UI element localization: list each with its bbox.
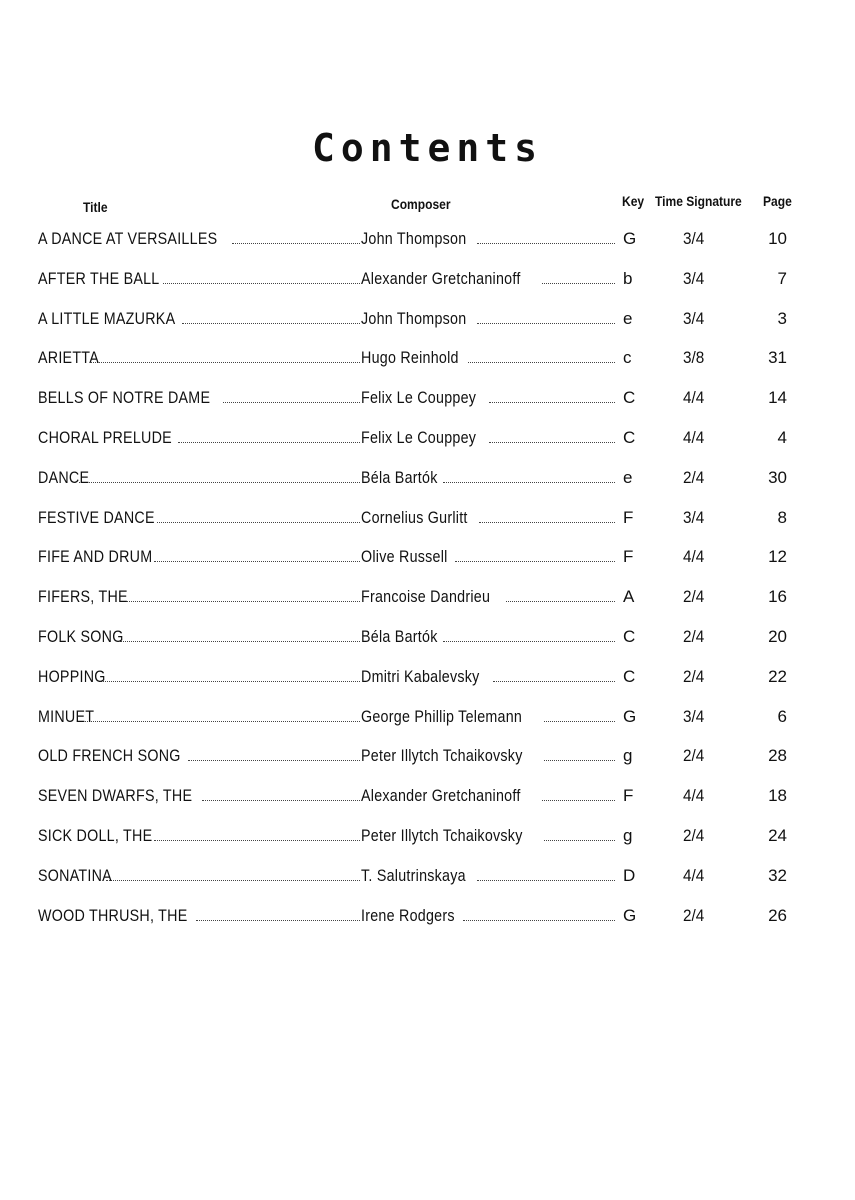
entry-key: g bbox=[623, 825, 633, 845]
dot-leader bbox=[506, 600, 615, 602]
column-header-page: Page bbox=[763, 193, 792, 209]
entry-composer-cell bbox=[361, 626, 615, 648]
entry-key: A bbox=[623, 587, 635, 607]
entry-composer-cell bbox=[361, 865, 615, 887]
entry-key: D bbox=[623, 865, 636, 885]
entry-title-cell bbox=[38, 905, 360, 927]
entry-title: CHORAL PRELUDE bbox=[38, 427, 172, 447]
dot-leader bbox=[223, 401, 360, 403]
entry-page-number: 8 bbox=[777, 507, 787, 527]
dot-leader bbox=[79, 481, 360, 483]
entry-page-number: 3 bbox=[777, 308, 787, 328]
entry-time-signature: 2/4 bbox=[683, 905, 705, 925]
dot-leader bbox=[489, 441, 615, 443]
entry-time-signature: 4/4 bbox=[683, 388, 705, 408]
entry-page-number: 4 bbox=[777, 427, 787, 447]
contents-entry bbox=[0, 341, 855, 381]
dot-leader bbox=[489, 401, 615, 403]
entry-title: SEVEN DWARFS, THE bbox=[38, 786, 193, 806]
contents-entry bbox=[0, 222, 855, 262]
dot-leader bbox=[463, 919, 615, 921]
dot-leader bbox=[493, 680, 615, 682]
entry-key: F bbox=[623, 786, 634, 806]
entry-composer: Felix Le Couppey bbox=[361, 388, 477, 408]
entry-composer-cell bbox=[361, 308, 615, 330]
entry-composer: Alexander Gretchaninoff bbox=[361, 268, 521, 288]
entry-title: WOOD THRUSH, THE bbox=[38, 905, 188, 925]
entry-key: C bbox=[623, 388, 636, 408]
entry-composer: T. Salutrinskaya bbox=[361, 865, 466, 885]
entry-composer: George Phillip Telemann bbox=[361, 706, 523, 726]
entry-composer-cell bbox=[361, 666, 615, 688]
entry-title: AFTER THE BALL bbox=[38, 268, 160, 288]
dot-leader bbox=[196, 919, 360, 921]
contents-entry bbox=[0, 262, 855, 302]
dot-leader bbox=[202, 799, 360, 801]
dot-leader bbox=[443, 481, 615, 483]
entry-title-cell bbox=[38, 706, 360, 728]
contents-entry bbox=[0, 461, 855, 501]
entry-composer-cell bbox=[361, 586, 615, 608]
entry-composer-cell bbox=[361, 427, 615, 449]
entry-page-number: 10 bbox=[768, 229, 787, 248]
entry-page-number: 22 bbox=[768, 666, 787, 686]
entry-key: g bbox=[623, 746, 633, 766]
dot-leader bbox=[91, 361, 360, 363]
dot-leader bbox=[154, 560, 360, 562]
entry-time-signature: 3/4 bbox=[683, 507, 705, 527]
entry-title: MINUET bbox=[38, 706, 95, 726]
dot-leader bbox=[163, 282, 360, 284]
contents-entry bbox=[0, 859, 855, 899]
entry-time-signature: 3/4 bbox=[683, 268, 705, 288]
entry-time-signature: 4/4 bbox=[683, 786, 705, 806]
entry-key: G bbox=[623, 229, 637, 248]
entry-title: ARIETTA bbox=[38, 348, 100, 368]
contents-entry bbox=[0, 381, 855, 421]
entry-composer: Irene Rodgers bbox=[361, 905, 455, 925]
entry-composer-cell bbox=[361, 706, 615, 728]
dot-leader bbox=[125, 600, 360, 602]
entry-time-signature: 2/4 bbox=[683, 467, 705, 487]
dot-leader bbox=[468, 361, 615, 363]
entry-composer: Francoise Dandrieu bbox=[361, 587, 491, 607]
entry-time-signature: 2/4 bbox=[683, 746, 705, 766]
dot-leader bbox=[99, 680, 360, 682]
entry-composer: Cornelius Gurlitt bbox=[361, 507, 468, 527]
contents-entry bbox=[0, 501, 855, 541]
entry-composer-cell bbox=[361, 785, 615, 807]
entry-page-number: 18 bbox=[768, 786, 787, 806]
entry-time-signature: 4/4 bbox=[683, 865, 705, 885]
entry-key: G bbox=[623, 905, 637, 925]
entry-page-number: 6 bbox=[777, 706, 787, 726]
entry-composer-cell bbox=[361, 546, 615, 568]
entry-title-cell bbox=[38, 228, 360, 250]
entry-time-signature: 2/4 bbox=[683, 626, 705, 646]
entry-page-number: 30 bbox=[768, 467, 787, 487]
entry-title: HOPPING bbox=[38, 666, 106, 686]
entry-title-cell bbox=[38, 347, 360, 369]
entry-title-cell bbox=[38, 308, 360, 330]
entry-title-cell bbox=[38, 825, 360, 847]
contents-entry bbox=[0, 660, 855, 700]
entry-time-signature: 3/4 bbox=[683, 706, 705, 726]
entry-title-cell bbox=[38, 546, 360, 568]
dot-leader bbox=[120, 640, 360, 642]
entry-key: C bbox=[623, 666, 636, 686]
contents-entry bbox=[0, 700, 855, 740]
entry-title-cell bbox=[38, 268, 360, 290]
dot-leader bbox=[106, 879, 360, 881]
contents-entry bbox=[0, 540, 855, 580]
entry-page-number: 12 bbox=[768, 547, 787, 567]
entry-composer: Alexander Gretchaninoff bbox=[361, 786, 521, 806]
entry-composer-cell bbox=[361, 347, 615, 369]
entry-composer: John Thompson bbox=[361, 308, 467, 328]
entry-key: C bbox=[623, 427, 636, 447]
dot-leader bbox=[544, 839, 615, 841]
column-header-composer: Composer bbox=[391, 196, 451, 212]
entry-time-signature: 3/4 bbox=[683, 229, 705, 248]
contents-entry bbox=[0, 620, 855, 660]
entry-key: F bbox=[623, 547, 634, 567]
entry-title-cell bbox=[38, 666, 360, 688]
entry-time-signature: 2/4 bbox=[683, 587, 705, 607]
entry-title: A DANCE AT VERSAILLES bbox=[38, 229, 218, 248]
entry-page-number: 14 bbox=[768, 388, 787, 408]
dot-leader bbox=[188, 759, 360, 761]
page-title: Contents bbox=[311, 126, 544, 170]
entry-title-cell bbox=[38, 507, 360, 529]
contents-entry bbox=[0, 819, 855, 859]
entry-composer-cell bbox=[361, 825, 615, 847]
entry-title-cell bbox=[38, 785, 360, 807]
entry-title: OLD FRENCH SONG bbox=[38, 746, 181, 766]
entry-composer: Hugo Reinhold bbox=[361, 348, 459, 368]
entry-composer-cell bbox=[361, 228, 615, 250]
entry-title-cell bbox=[38, 586, 360, 608]
dot-leader bbox=[178, 441, 360, 443]
dot-leader bbox=[455, 560, 615, 562]
entry-time-signature: 2/4 bbox=[683, 666, 705, 686]
contents-entry bbox=[0, 580, 855, 620]
dot-leader bbox=[182, 322, 360, 324]
dot-leader bbox=[479, 521, 615, 523]
entry-title-cell bbox=[38, 467, 360, 489]
entry-title-cell bbox=[38, 626, 360, 648]
dot-leader bbox=[232, 242, 360, 244]
column-header-title: Title bbox=[83, 199, 108, 215]
entry-page-number: 32 bbox=[768, 865, 787, 885]
entry-composer-cell bbox=[361, 387, 615, 409]
entry-composer: Dmitri Kabalevsky bbox=[361, 666, 480, 686]
entry-time-signature: 4/4 bbox=[683, 547, 705, 567]
entry-key: b bbox=[623, 268, 633, 288]
entry-key: C bbox=[623, 626, 636, 646]
entry-time-signature: 2/4 bbox=[683, 825, 705, 845]
entry-composer: Béla Bartók bbox=[361, 467, 438, 487]
entry-title: A LITTLE MAZURKA bbox=[38, 308, 176, 328]
contents-entry bbox=[0, 899, 855, 939]
entry-key: e bbox=[623, 308, 633, 328]
entry-title: FOLK SONG bbox=[38, 626, 124, 646]
entry-time-signature: 3/8 bbox=[683, 348, 705, 368]
dot-leader bbox=[477, 242, 615, 244]
entry-title: FIFERS, THE bbox=[38, 587, 128, 607]
dot-leader bbox=[157, 521, 360, 523]
entry-page-number: 24 bbox=[768, 825, 787, 845]
entry-title: FIFE AND DRUM bbox=[38, 547, 153, 567]
dot-leader bbox=[542, 282, 615, 284]
entry-title: FESTIVE DANCE bbox=[38, 507, 155, 527]
column-header-key: Key bbox=[622, 193, 645, 209]
entry-composer-cell bbox=[361, 507, 615, 529]
entry-page-number: 7 bbox=[777, 268, 787, 288]
entry-time-signature: 3/4 bbox=[683, 308, 705, 328]
column-header-time-signature: Time Signature bbox=[655, 193, 742, 209]
entry-key: F bbox=[623, 507, 634, 527]
entry-key: e bbox=[623, 467, 633, 487]
entry-time-signature: 4/4 bbox=[683, 427, 705, 447]
dot-leader bbox=[85, 720, 360, 722]
entry-composer-cell bbox=[361, 745, 615, 767]
dot-leader bbox=[477, 322, 615, 324]
entry-title-cell bbox=[38, 745, 360, 767]
dot-leader bbox=[542, 799, 615, 801]
entry-title: DANCE bbox=[38, 467, 90, 487]
contents-entry bbox=[0, 302, 855, 342]
entry-composer-cell bbox=[361, 268, 615, 290]
entry-composer: Peter Illytch Tchaikovsky bbox=[361, 746, 523, 766]
entry-title-cell bbox=[38, 865, 360, 887]
entry-title: SICK DOLL, THE bbox=[38, 825, 153, 845]
entry-title-cell bbox=[38, 387, 360, 409]
entry-key: G bbox=[623, 706, 637, 726]
contents-list bbox=[0, 222, 855, 938]
dot-leader bbox=[477, 879, 615, 881]
entry-title: BELLS OF NOTRE DAME bbox=[38, 388, 211, 408]
entry-title-cell bbox=[38, 427, 360, 449]
dot-leader bbox=[443, 640, 615, 642]
entry-composer: Peter Illytch Tchaikovsky bbox=[361, 825, 523, 845]
entry-page-number: 28 bbox=[768, 746, 787, 766]
entry-composer: Felix Le Couppey bbox=[361, 427, 477, 447]
contents-entry bbox=[0, 421, 855, 461]
entry-page-number: 31 bbox=[768, 348, 787, 368]
dot-leader bbox=[544, 720, 615, 722]
contents-entry bbox=[0, 779, 855, 819]
entry-composer-cell bbox=[361, 467, 615, 489]
entry-composer-cell bbox=[361, 905, 615, 927]
dot-leader bbox=[154, 839, 360, 841]
entry-key: c bbox=[623, 348, 632, 368]
entry-composer: John Thompson bbox=[361, 229, 467, 248]
contents-entry bbox=[0, 739, 855, 779]
entry-title: SONATINA bbox=[38, 865, 112, 885]
dot-leader bbox=[544, 759, 615, 761]
entry-page-number: 20 bbox=[768, 626, 787, 646]
entry-composer: Olive Russell bbox=[361, 547, 448, 567]
entry-page-number: 26 bbox=[768, 905, 787, 925]
entry-page-number: 16 bbox=[768, 587, 787, 607]
entry-composer: Béla Bartók bbox=[361, 626, 438, 646]
